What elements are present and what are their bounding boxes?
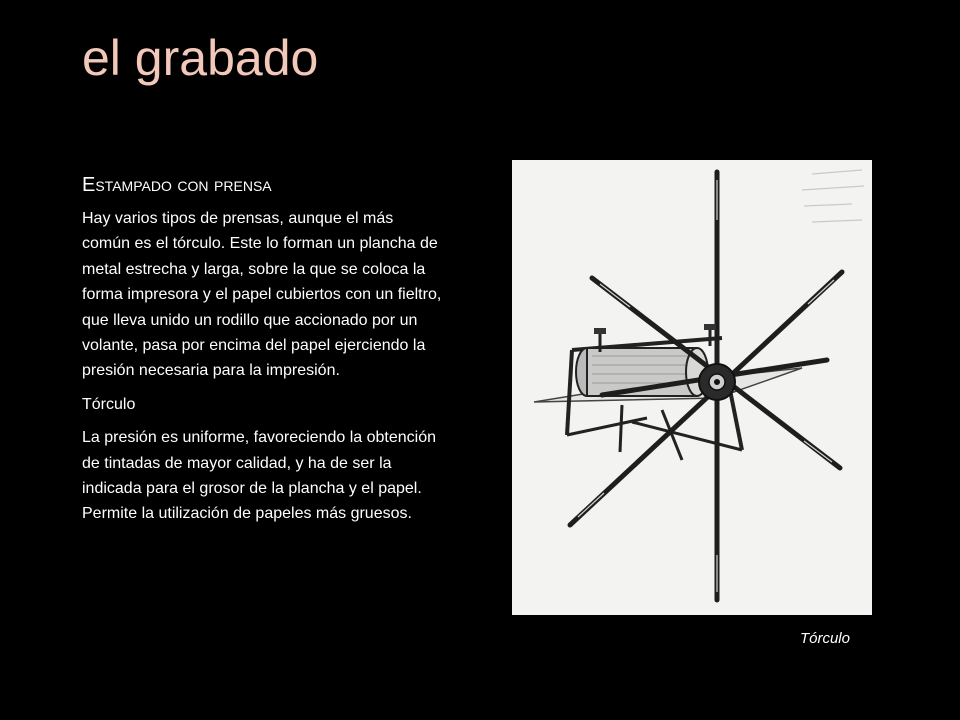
wheel-hub: [699, 364, 735, 400]
press-drawing: [512, 160, 872, 615]
press-illustration: [512, 160, 872, 615]
paragraph-description: Hay varios tipos de prensas, aunque el más común es el tórculo. Este lo forman un plancha de metal estrecha y larga, sobre la que se coloca la forma impresora y el papel cubiertos con un fieltro, que lleva unido un rodillo que accionado por un volante, pasa por encima del papel ejerciendo la presión necesaria para la impresión.: [82, 210, 442, 380]
text-content: [82, 172, 442, 535]
subheading-torculo: Tórculo: [82, 395, 136, 413]
paragraph-pressure: La presión es uniforme, favoreciendo la obtención de tintadas de mayor calidad, y ha de ser la indicada para el grosor de la plancha y el papel. Permite la utilización de papeles más gruesos.: [82, 429, 436, 523]
paper-marks: [802, 170, 864, 222]
section-heading: Estampado con prensa: [82, 174, 272, 196]
image-caption: Tórculo: [799, 630, 850, 647]
slide-title: el grabado: [82, 30, 319, 86]
